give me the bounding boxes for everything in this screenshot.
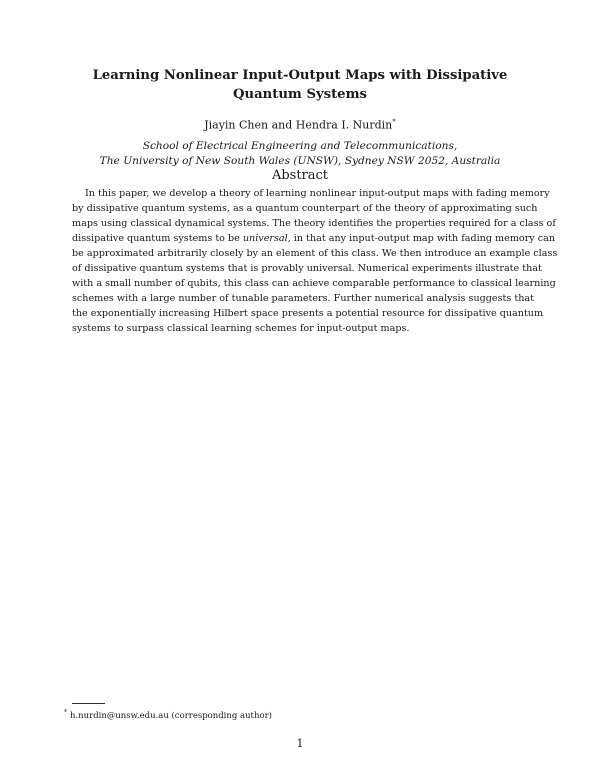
abstract-line: dissipative quantum systems to be universal, in that any input-output map with fading memory can	[72, 233, 556, 244]
abstract-line: by dissipative quantum systems, as a quantum counterpart of the theory of approximating such	[72, 203, 538, 214]
abstract-heading: Abstract	[271, 168, 329, 183]
affiliation-line-1: School of Electrical Engineering and Telecommunications,	[142, 140, 458, 152]
footnote-text: h.nurdin@unsw.edu.au (corresponding author)	[70, 710, 272, 721]
abstract-line: of dissipative quantum systems that is provably universal. Numerical experiments illustrate that	[72, 263, 542, 274]
title-line-2: Quantum Systems	[233, 87, 367, 102]
title-line-1: Learning Nonlinear Input-Output Maps with Dissipative	[92, 68, 508, 83]
abstract-line: systems to surpass classical learning schemes for input-output maps.	[72, 323, 410, 334]
affiliation-line-2: The University of New South Wales (UNSW), Sydney NSW 2052, Australia	[99, 155, 501, 167]
emphasis-universal: universal	[242, 233, 288, 244]
page-number: 1	[296, 737, 304, 750]
abstract-line: maps using classical dynamical systems. The theory identifies the properties required for a class of	[72, 218, 556, 229]
footnote	[64, 707, 272, 722]
footnote-divider	[72, 703, 105, 704]
abstract-line: the exponentially increasing Hilbert space presents a potential resource for dissipative quantum	[72, 308, 544, 319]
author-footnote-marker: *	[392, 118, 396, 126]
author-names: Jiayin Chen and Hendra I. Nurdin	[204, 118, 393, 132]
abstract-line: schemes with a large number of tunable parameters. Further numerical analysis suggests that	[72, 293, 534, 304]
author-list	[0, 115, 600, 133]
abstract-line: with a small number of qubits, this class can achieve comparable performance to classical learning	[72, 278, 556, 289]
abstract-line: be approximated arbitrarily closely by an element of this class. We then introduce an example class	[72, 248, 558, 259]
affiliation	[0, 139, 600, 169]
paper-title	[0, 66, 600, 104]
abstract-line: In this paper, we develop a theory of learning nonlinear input-output maps with fading memory	[85, 188, 550, 199]
footnote-marker: *	[64, 709, 67, 716]
abstract-body	[72, 186, 558, 336]
